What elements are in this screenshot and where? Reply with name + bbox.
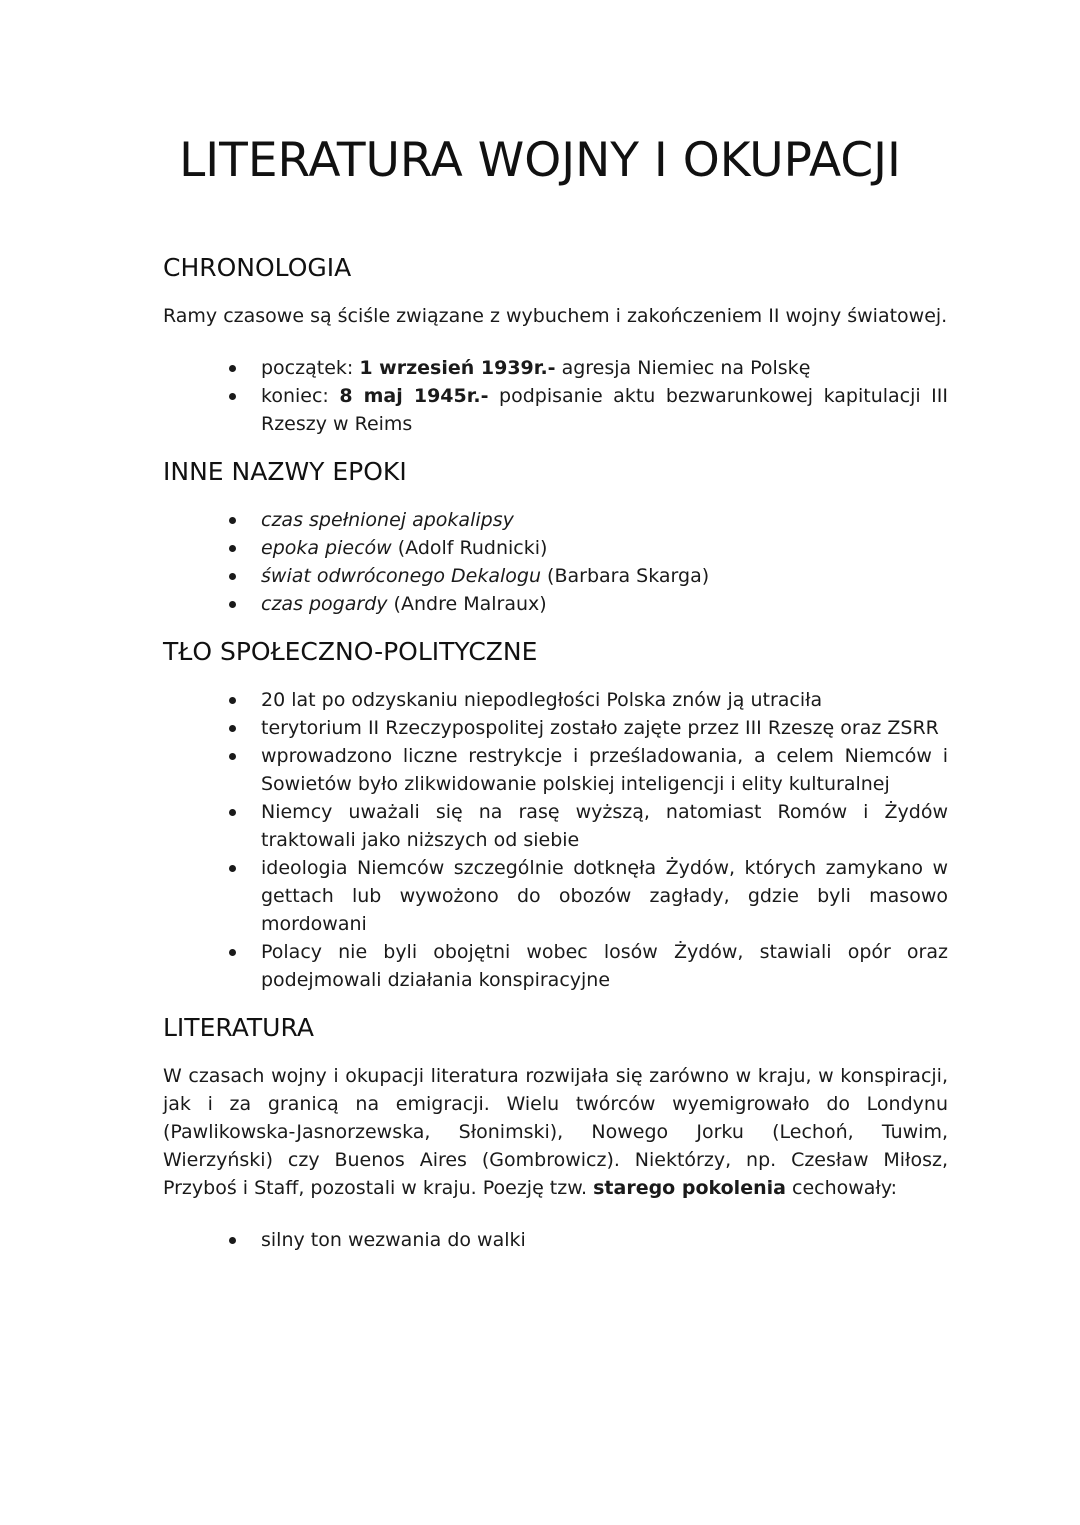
item-author: (Barbara Skarga) [541, 565, 710, 587]
item-text: podpisanie aktu bezwarunkowej kapitulacji III Rzeszy w Reims [261, 385, 948, 435]
list-item: Polacy nie byli obojętni wobec losów Żydów, stawiali opór oraz podejmowali działania konspiracyjne [163, 938, 948, 994]
document-title: LITERATURA WOJNY I OKUPACJI [179, 133, 901, 188]
list-item: terytorium II Rzeczypospolitej zostało zajęte przez III Rzeszę oraz ZSRR [163, 714, 948, 742]
literatura-list [163, 1226, 948, 1254]
item-prefix: koniec: [261, 385, 340, 407]
heading-chronologia: CHRONOLOGIA [163, 253, 352, 282]
paragraph-end: cechowały: [785, 1177, 898, 1199]
chronologia-list [163, 354, 948, 438]
heading-tlo: TŁO SPOŁECZNO-POLITYCZNE [163, 637, 538, 666]
list-item: Niemcy uważali się na rasę wyższą, natomiast Romów i Żydów traktowali jako niższych od siebie [163, 798, 948, 854]
paragraph-bold: starego pokolenia [593, 1177, 786, 1199]
item-author: (Andre Malraux) [387, 593, 547, 615]
item-name: świat odwróconego Dekalogu [261, 565, 542, 587]
heading-literatura: LITERATURA [163, 1013, 314, 1042]
item-name: czas spełnionej apokalipsy [261, 509, 514, 531]
item-author: (Adolf Rudnicki) [391, 537, 548, 559]
chronologia-intro: Ramy czasowe są ściśle związane z wybuchem i zakończeniem II wojny światowej. [163, 305, 948, 327]
item-text: agresja Niemiec na Polskę [555, 357, 811, 379]
list-item: ideologia Niemców szczególnie dotknęła Żydów, których zamykano w gettach lub wywożono do obozów zagłady, gdzie byli masowo mordowani [163, 854, 948, 938]
list-item [163, 506, 948, 534]
literatura-paragraph [163, 1062, 948, 1202]
paragraph-text: W czasach wojny i okupacji literatura rozwijała się zarówno w kraju, w konspiracji, jak i za granicą na emigracji. Wielu twórców wyemigrowało do Londynu (Pawlikowska-Jasnorzewska, Słonimski), Nowego Jorku (Lechoń, Tuwim, Wierzyński) czy Buenos Aires (Gombrowicz). Niektórzy, np. Czesław Miłosz, Przyboś i Staff, pozostali w kraju. Poezję tzw. [163, 1065, 948, 1199]
nazwy-list [163, 506, 948, 618]
list-item [163, 562, 948, 590]
item-prefix: początek: [261, 357, 360, 379]
item-date: 8 maj 1945r.- [339, 385, 489, 407]
list-item: 20 lat po odzyskaniu niepodległości Polska znów ją utraciła [163, 686, 948, 714]
list-item [163, 534, 948, 562]
item-name: czas pogardy [261, 593, 388, 615]
list-item: wprowadzono liczne restrykcje i prześladowania, a celem Niemców i Sowietów było zlikwidowanie polskiej inteligencji i elity kulturalnej [163, 742, 948, 798]
tlo-list [163, 686, 948, 994]
list-item [163, 354, 948, 382]
list-item: silny ton wezwania do walki [163, 1226, 948, 1254]
heading-inne-nazwy: INNE NAZWY EPOKI [163, 457, 407, 486]
item-date: 1 wrzesień 1939r.- [359, 357, 556, 379]
list-item [163, 382, 948, 438]
document-content [163, 248, 948, 1254]
list-item [163, 590, 948, 618]
item-name: epoka pieców [261, 537, 392, 559]
